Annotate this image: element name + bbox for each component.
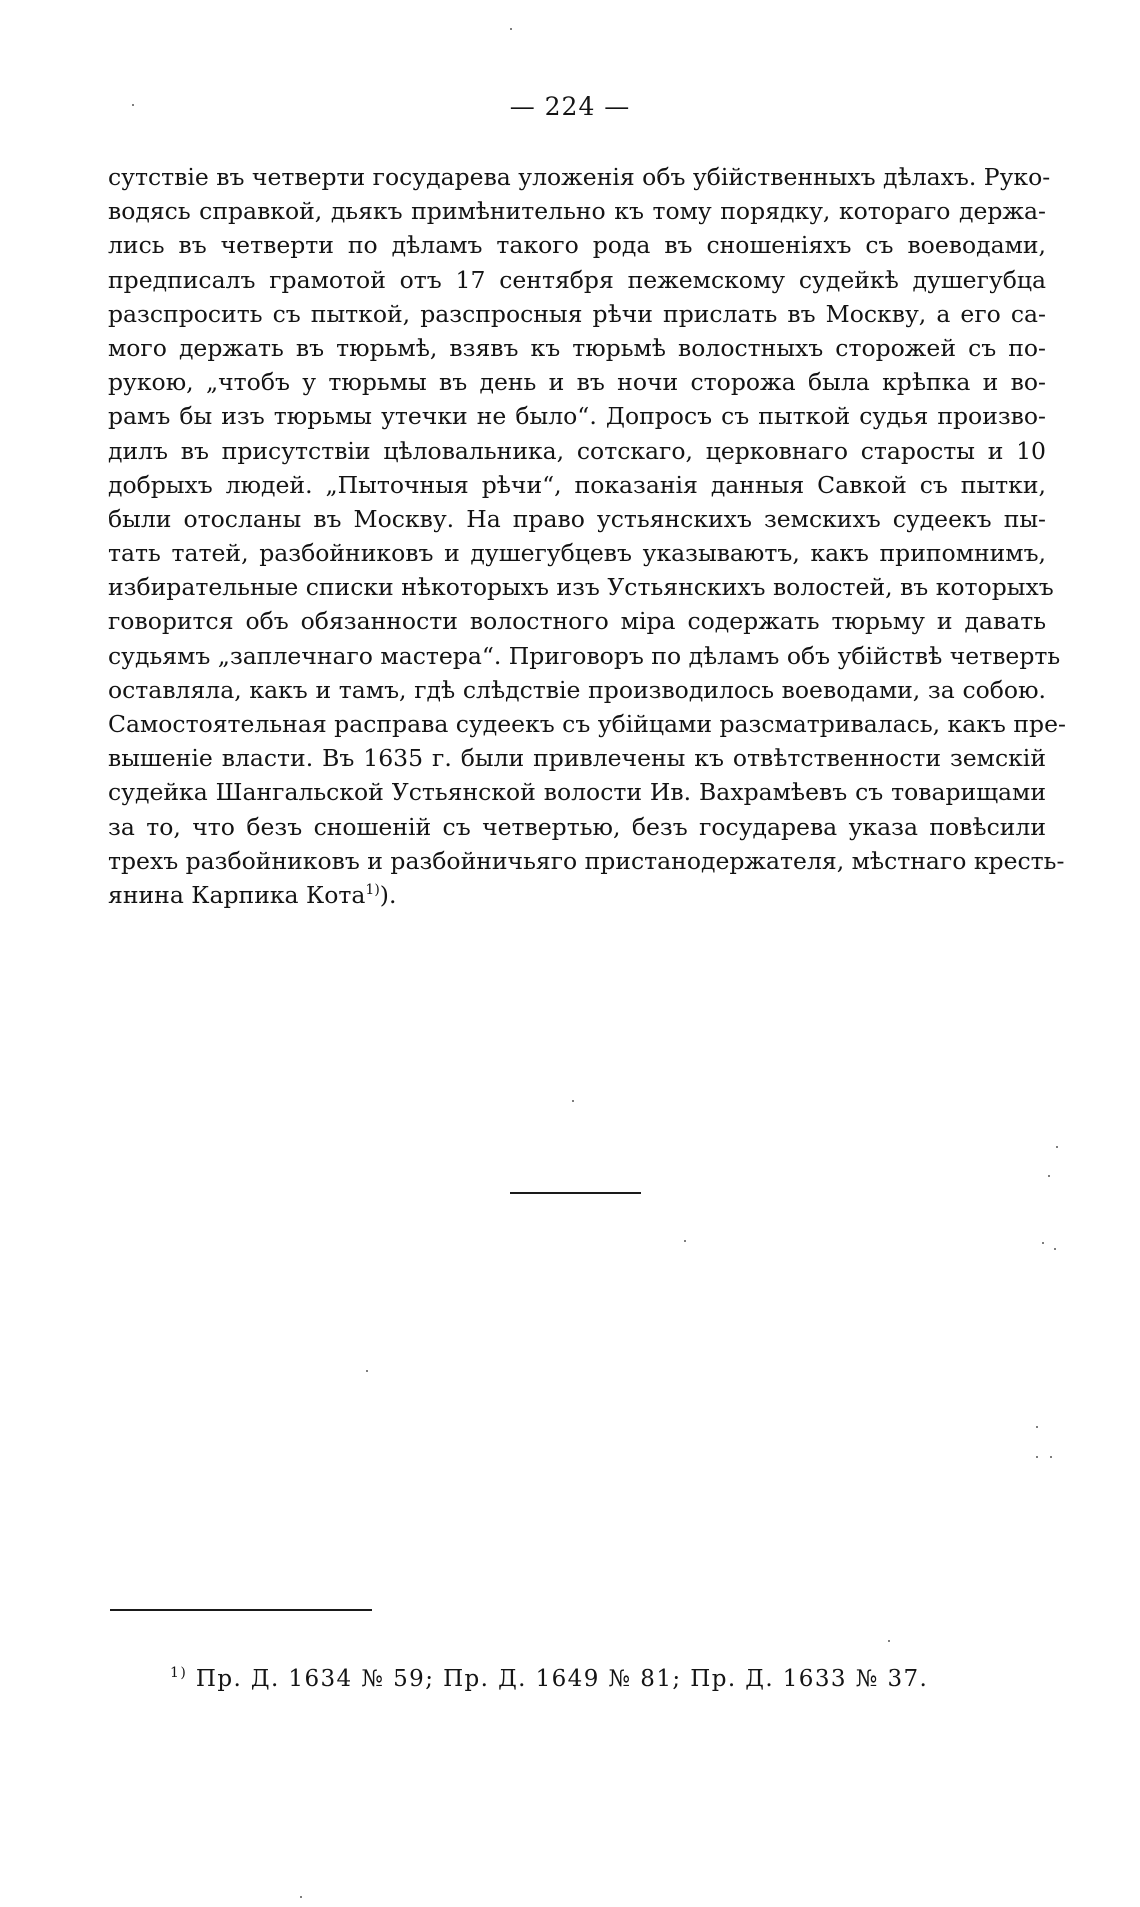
- text-line: за то, что безъ сношеній съ четвертью, безъ государева указа повѣсили: [108, 812, 1046, 841]
- text-line: избирательные списки нѣкоторыхъ изъ Устьянскихъ волостей, въ которыхъ: [108, 573, 1054, 602]
- text-line: Самостоятельная расправа судеекъ съ убійцами разсматривалась, какъ пре-: [108, 710, 1066, 738]
- scan-speck: [300, 1896, 302, 1898]
- footnote-divider: [110, 1609, 372, 1611]
- page-number: — 224 —: [509, 92, 631, 121]
- scan-speck: [1050, 1456, 1052, 1458]
- scan-speck: [1036, 1426, 1038, 1428]
- body-paragraph: [108, 160, 1066, 912]
- text-line-last: [108, 878, 1046, 912]
- scan-speck: [510, 28, 512, 30]
- scan-speck: [888, 1640, 890, 1642]
- last-line-text: янина Карпика Кота: [108, 880, 366, 909]
- text-line: были отосланы въ Москву. На право устьянскихъ земскихъ судеекъ пы-: [108, 504, 1046, 533]
- scan-speck: [1036, 1456, 1038, 1458]
- text-line: вышеніе власти. Въ 1635 г. были привлечены къ отвѣтственности земскій: [108, 744, 1046, 773]
- footnote-mark: [170, 1665, 187, 1681]
- text-line: предписалъ грамотой отъ 17 сентября пежемскому судейкѣ душегубца: [108, 265, 1046, 294]
- text-line: водясь справкой, дьякъ примѣнительно къ тому порядку, котораго держа-: [108, 197, 1046, 226]
- footnote-mark-number: 1: [170, 1665, 181, 1681]
- scan-speck: [1042, 1242, 1044, 1244]
- text-line: добрыхъ людей. „Пыточныя рѣчи“, показанія данныя Савкой съ пытки,: [108, 470, 1046, 499]
- scan-speck: [684, 1240, 686, 1242]
- text-line: судьямъ „заплечнаго мастера“. Приговоръ по дѣламъ объ убійствѣ четверть: [108, 641, 1061, 670]
- footnote-mark-close: ): [180, 1665, 188, 1681]
- last-line-end: ).: [379, 880, 397, 909]
- text-line: дилъ въ присутствіи цѣловальника, сотскаго, церковнаго старосты и 10: [108, 436, 1046, 465]
- footnote-reference[interactable]: 1): [365, 881, 380, 898]
- text-line: рамъ бы изъ тюрьмы утечки не было“. Допросъ съ пыткой судья произво-: [108, 402, 1046, 431]
- text-line: разспросить съ пыткой, разспросныя рѣчи прислать въ Москву, а его са-: [108, 299, 1046, 328]
- text-line: лись въ четверти по дѣламъ такого рода въ сношеніяхъ съ воеводами,: [108, 231, 1046, 260]
- text-line: оставляла, какъ и тамъ, гдѣ слѣдствіе производилось воеводами, за собою.: [108, 675, 1046, 704]
- text-line: рукою, „чтобъ у тюрьмы въ день и въ ночи сторожа была крѣпка и во-: [108, 368, 1046, 397]
- text-line: говорится объ обязанности волостного міра содержать тюрьму и давать: [108, 607, 1046, 636]
- text-line: трехъ разбойниковъ и разбойничьяго пристанодержателя, мѣстнаго кресть-: [108, 846, 1065, 875]
- text-line: мого держать въ тюрьмѣ, взявъ къ тюрьмѣ волостныхъ сторожей съ по-: [108, 333, 1046, 362]
- footnote-text: Пр. Д. 1634 № 59; Пр. Д. 1649 № 81; Пр. Д. 1633 № 37.: [187, 1666, 929, 1692]
- footnote: [170, 1666, 928, 1692]
- text-line: тать татей, разбойниковъ и душегубцевъ указываютъ, какъ припомнимъ,: [108, 539, 1046, 568]
- text-line: сутствіе въ четверти государева уложенія объ убійственныхъ дѣлахъ. Руко-: [108, 163, 1051, 191]
- text-line: судейка Шангальской Устьянской волости Ив. Вахрамѣевъ съ товарищами: [108, 778, 1046, 807]
- scan-speck: [1048, 1175, 1050, 1177]
- scan-speck: [366, 1370, 368, 1372]
- footnote-reference-number: 1: [365, 881, 375, 898]
- scan-speck: [1054, 1248, 1056, 1250]
- scan-speck: [572, 1100, 574, 1102]
- scan-speck: [1056, 1146, 1058, 1148]
- section-divider: [510, 1192, 641, 1194]
- scan-speck: [132, 104, 134, 106]
